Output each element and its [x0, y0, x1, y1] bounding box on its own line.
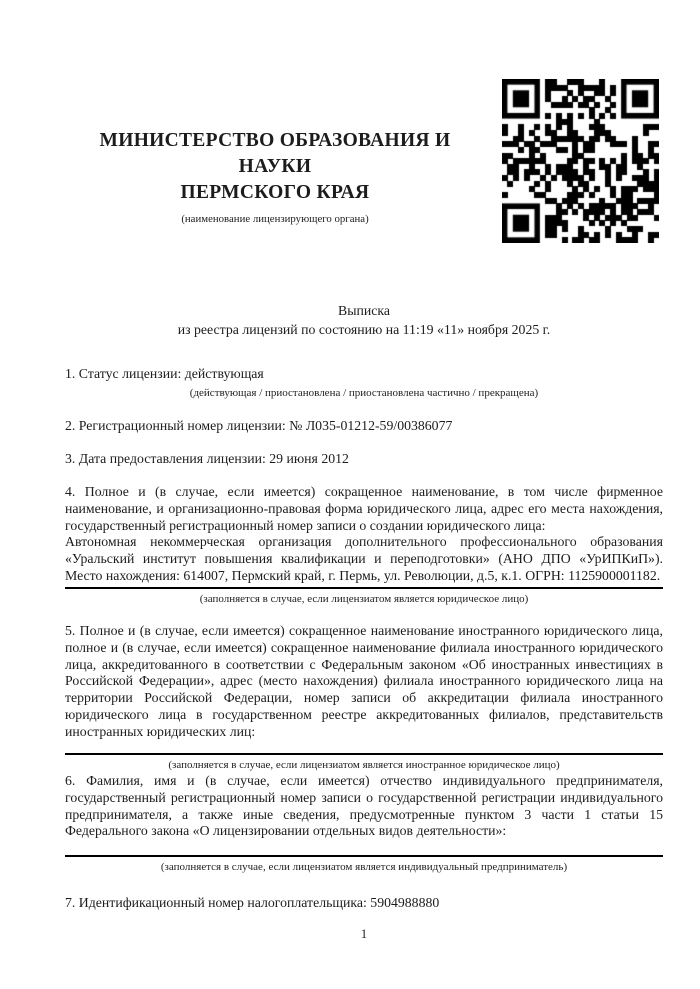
- authority-name-line1: МИНИСТЕРСТВО ОБРАЗОВАНИЯ И НАУКИ: [99, 130, 451, 177]
- field-text: 1. Статус лицензии: действующая: [65, 366, 264, 381]
- field-6-individual-entrepreneur: [65, 773, 663, 874]
- field-text: 5. Полное и (в случае, если имеется) сокращенное наименование иностранного юридического лица, полное и (в случае, если имеется) сокращенное наименование филиала иностранного юридического лица, аккредитованного в соответствии с Федеральным законом «Об иностранных инвестициях в Российской Федерации», адрес (место нахождения) филиала иностранного юридического лица на территории Российской Федерации, номер записи об аккредитации филиала иностранного юридического лица в государственном реестре аккредитованных филиалов, представительств иностранных юридических лиц:: [65, 623, 663, 739]
- status-options-caption: (действующая / приостановлена / приостановлена частично / прекращена): [189, 386, 539, 399]
- fill-caption: (заполняется в случае, если лицензиатом является юридическое лицо): [199, 592, 529, 605]
- field-5-foreign-entity: [65, 623, 663, 772]
- field-text: 2. Регистрационный номер лицензии: № Л035-01212-59/00386077: [65, 418, 453, 433]
- document-header: [63, 128, 487, 226]
- title-line1: Выписка: [338, 303, 390, 318]
- authority-caption: (наименование лицензирующего органа): [181, 213, 369, 225]
- field-text: 7. Идентификационный номер налогоплательщика: 5904988880: [65, 895, 440, 910]
- field-1-license-status: [65, 366, 663, 400]
- field-value: Автономная некоммерческая организация дополнительного профессионального образования «Уральский институт повышения квалификации и переподготовки» (АНО ДПО «УрИПКиП»). Место нахождения: 614007, Пермский край, г. Пермь, ул. Революции, д.5, к.1. ОГРН: 1125900001182.: [65, 534, 663, 583]
- qr-code: [502, 79, 659, 243]
- fill-caption: (заполняется в случае, если лицензиатом является индивидуальный предприниматель): [160, 861, 568, 874]
- field-text: 4. Полное и (в случае, если имеется) сокращенное наименование, в том числе фирменное наименование, и организационно-правовая форма юридического лица, адрес его места нахождения, государственный регистрационный номер записи о создании юридического лица:: [65, 484, 663, 533]
- blank-value-space: [65, 741, 663, 751]
- field-7-taxpayer-number: [65, 895, 663, 912]
- blank-value-space: [65, 840, 663, 853]
- authority-name-line2: ПЕРМСКОГО КРАЯ: [180, 182, 370, 203]
- field-2-registration-number: [65, 418, 663, 435]
- document-title: [65, 301, 663, 339]
- fill-line: [65, 753, 663, 755]
- field-text: 6. Фамилия, имя и (в случае, если имеется) отчество индивидуального предпринимателя, государственный регистрационный номер записи о государственной регистрации индивидуального предпринимателя, а также иные сведения, предусмотренные пунктом 3 части 1 статьи 15 Федерального закона «О лицензировании отдельных видов деятельности»:: [65, 773, 663, 839]
- field-4-legal-entity: [65, 484, 663, 606]
- fill-line: [65, 855, 663, 857]
- fill-line: [65, 587, 663, 589]
- title-line2: из реестра лицензий по состоянию на 11:19 «11» ноября 2025 г.: [177, 322, 551, 337]
- fill-caption: (заполняется в случае, если лицензиатом является иностранное юридическое лицо): [168, 758, 560, 771]
- issuing-authority-name: [63, 128, 487, 206]
- field-3-grant-date: [65, 451, 663, 468]
- page-number: 1: [360, 927, 368, 941]
- field-text: 3. Дата предоставления лицензии: 29 июня 2012: [65, 451, 349, 466]
